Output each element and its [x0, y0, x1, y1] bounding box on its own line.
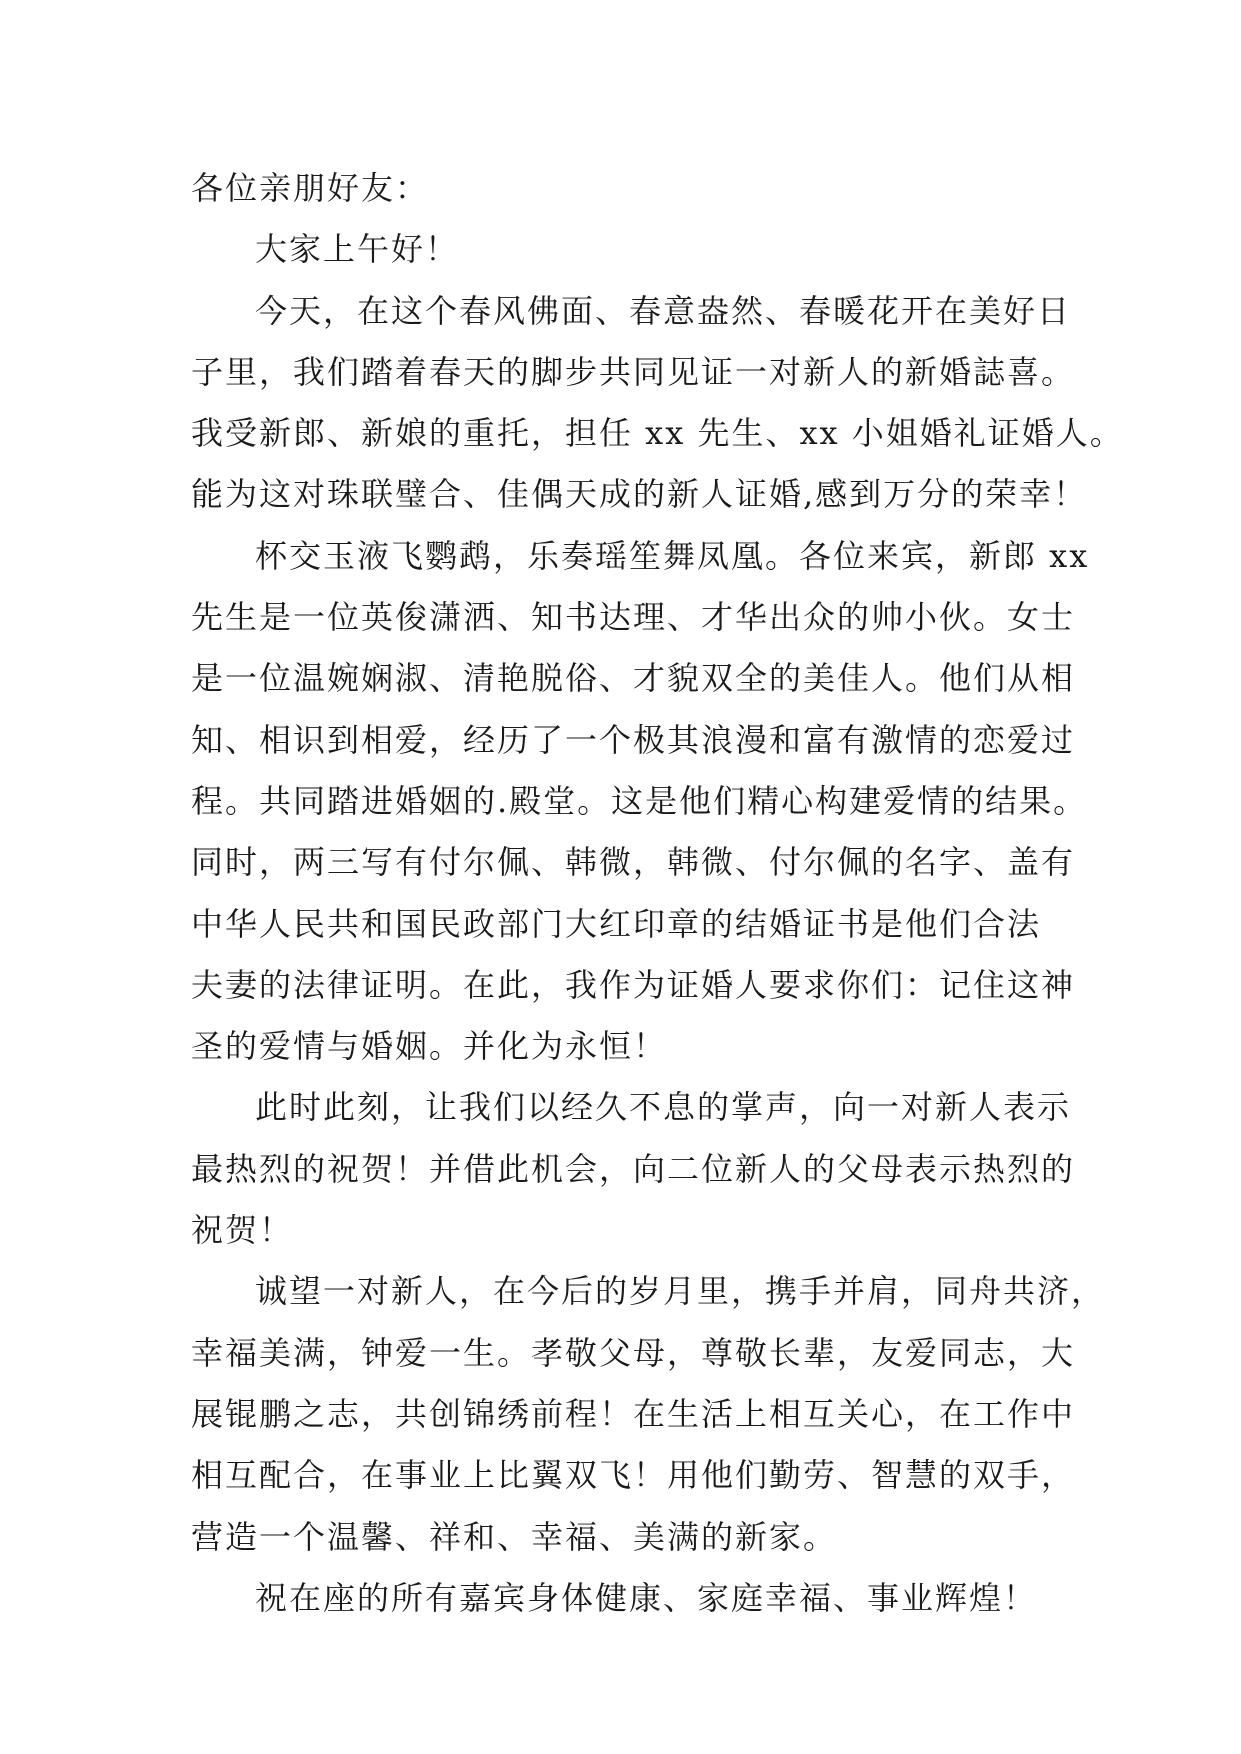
salutation: 各位亲朋好友： — [191, 169, 430, 207]
paragraph-line: 祝在座的所有嘉宾身体健康、家庭幸福、事业辉煌！ — [255, 1578, 1038, 1617]
paragraph-5 — [191, 1568, 1053, 1629]
paragraph-line: 我受新郎、新娘的重托，担任 xx 先生、xx 小姐婚礼证婚人。 — [191, 414, 1124, 453]
paragraph-line: 此时此刻，让我们以经久不息的掌声，向一对新人表示 — [255, 1088, 1072, 1127]
paragraph-line: 中华人民共和国民政部门大红印章的结婚证书是他们合法 — [191, 904, 1042, 943]
paragraph-line: 今天，在这个春风佛面、春意盎然、春暖花开在美好日 — [255, 291, 1072, 330]
paragraph-line: 夫妻的法律证明。在此，我作为证婚人要求你们：记住这神 — [191, 965, 1076, 1004]
paragraph-line: 是一位温婉娴淑、清艳脱俗、才貌双全的美佳人。他们从相 — [191, 659, 1076, 698]
paragraph-line: 祝贺！ — [191, 1211, 294, 1250]
greeting: 大家上午好！ — [255, 230, 460, 269]
paragraph-line: 诚望一对新人，在今后的岁月里，携手并肩，同舟共济， — [255, 1272, 1106, 1311]
paragraph-line: 知、相识到相爱，经历了一个极其浪漫和富有激情的恋爱过 — [191, 720, 1076, 759]
paragraph-2 — [191, 526, 1090, 1078]
paragraph-line: 展锟鹏之志，共创锦绣前程！在生活上相互关心，在工作中 — [191, 1394, 1076, 1433]
paragraph-line: 子里，我们踏着春天的脚步共同见证一对新人的新婚誌喜。 — [191, 352, 1076, 391]
paragraph-line: 营造一个温馨、祥和、幸福、美满的新家。 — [191, 1517, 838, 1556]
paragraph-line: 同时，两三写有付尔佩、韩微，韩微、付尔佩的名字、盖有 — [191, 843, 1076, 882]
paragraph-line: 相互配合，在事业上比翼双飞！用他们勤劳、智慧的双手， — [191, 1456, 1076, 1495]
paragraph-1 — [191, 281, 1124, 526]
paragraph-4 — [191, 1261, 1106, 1567]
paragraph-line: 最热烈的祝贺！并借此机会，向二位新人的父母表示热烈的 — [191, 1149, 1076, 1188]
paragraph-line: 先生是一位英俊潇洒、知书达理、才华出众的帅小伙。女士 — [191, 598, 1076, 637]
paragraph-line: 杯交玉液飞鹦鹉，乐奏瑶笙舞凤凰。各位来宾，新郎 xx — [255, 536, 1090, 575]
paragraph-line: 幸福美满，钟爱一生。孝敬父母，尊敬长辈，友爱同志，大 — [191, 1333, 1076, 1372]
document-page — [191, 158, 1124, 1629]
paragraph-line: 程。共同踏进婚姻的.殿堂。这是他们精心构建爱情的结果。 — [191, 781, 1088, 820]
paragraph-line: 圣的爱情与婚姻。并化为永恒！ — [191, 1027, 668, 1066]
paragraph-line: 能为这对珠联璧合、佳偶天成的新人证婚,感到万分的荣幸！ — [191, 475, 1088, 514]
paragraph-3 — [191, 1077, 1076, 1261]
